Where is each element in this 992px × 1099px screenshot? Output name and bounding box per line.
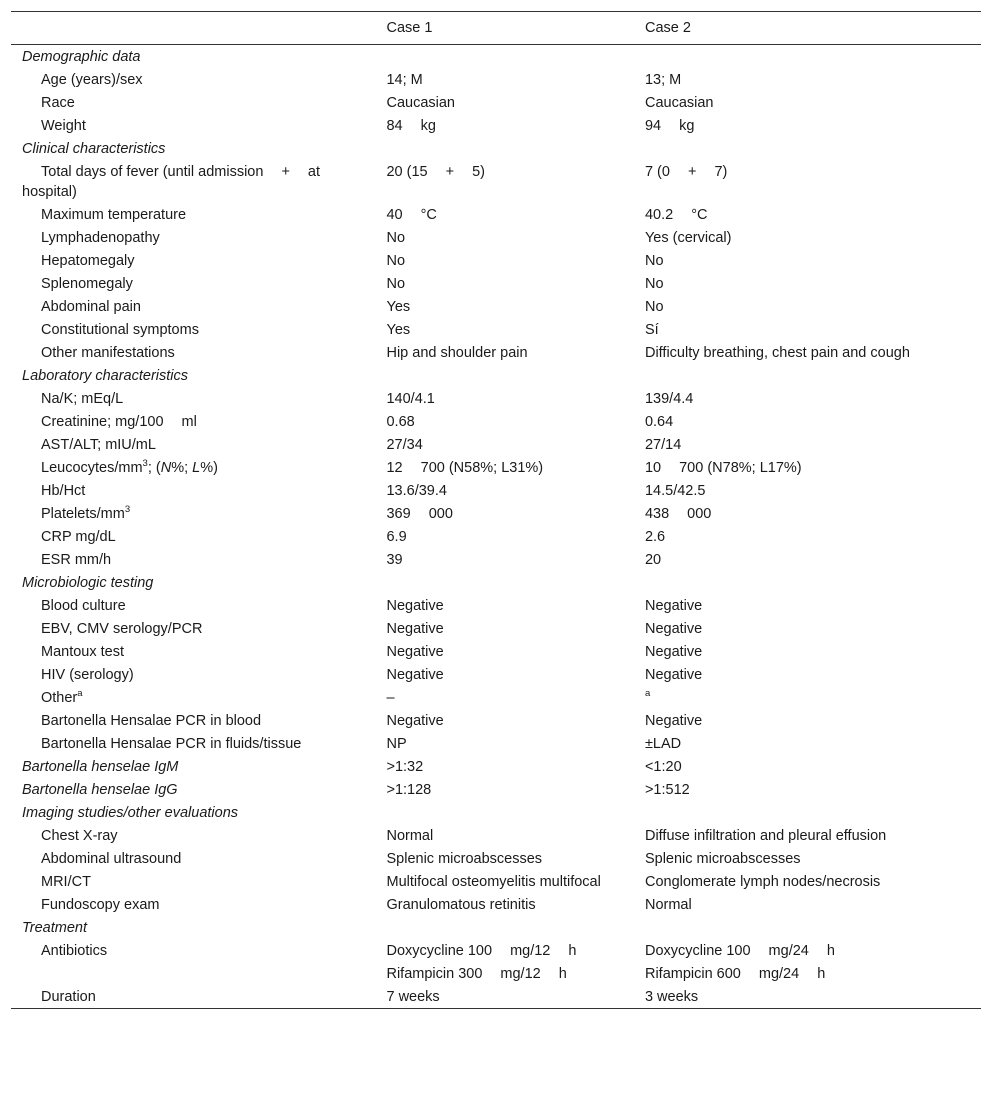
case1-hepato: No	[386, 252, 406, 269]
case1-abdus: Splenic microabscesses	[386, 850, 543, 867]
row-label-fundo: Fundoscopy exam	[41, 896, 160, 913]
case1-astalt: 27/34	[386, 436, 423, 453]
case1-igg: >1:128	[386, 781, 432, 798]
case2-abdus: Splenic microabscesses	[644, 850, 801, 867]
table-row	[11, 91, 981, 114]
case1-antibiotic-2	[386, 962, 644, 985]
case1-abdpain: Yes	[386, 298, 411, 315]
table-row	[11, 640, 981, 663]
leuco-label-b: ; (	[147, 459, 161, 476]
case1-constit: Yes	[386, 321, 411, 338]
table-row	[11, 479, 981, 502]
case2-duration: 3 weeks	[644, 988, 699, 1005]
leuco-label-d: %)	[200, 459, 218, 476]
case2-hiv: Negative	[644, 666, 703, 683]
case2-abdpain: No	[644, 298, 664, 315]
case2-chestxray: Diffuse infiltration and pleural effusion	[644, 827, 887, 844]
case1-fever-b: 5)	[472, 163, 485, 180]
case1-spleno: No	[386, 275, 406, 292]
case2-other-sup: a	[644, 687, 651, 699]
case2-hepato: No	[644, 252, 664, 269]
case1-antibiotic-1	[386, 939, 644, 962]
table-row	[11, 962, 981, 985]
table-row	[11, 893, 981, 916]
section-row	[11, 364, 981, 387]
row-label-mri: MRI/CT	[41, 873, 91, 890]
case2-platelets-num: 438	[644, 505, 670, 522]
case1-age: 14; M	[386, 71, 423, 88]
table-row	[11, 755, 981, 778]
case2-platelets-rest: 000	[687, 505, 712, 522]
table-row	[11, 663, 981, 686]
row-label-bhpcrfluid: Bartonella Hensalae PCR in fluids/tissue	[41, 735, 302, 752]
row-label-esr: ESR mm/h	[41, 551, 112, 568]
creat-label-unit: ml	[181, 413, 197, 430]
case-comparison-table	[11, 11, 981, 1009]
other-label-sup: a	[77, 687, 83, 699]
platelets-label-text: Platelets/mm	[41, 505, 125, 522]
row-label-constit: Constitutional symptoms	[41, 321, 199, 338]
row-label-mantoux: Mantoux test	[41, 643, 125, 660]
case1-platelets-num: 369	[386, 505, 411, 522]
case2-ab2-unit: h	[817, 965, 826, 982]
row-label-race: Race	[41, 94, 75, 111]
case1-bloodcult: Negative	[386, 597, 444, 614]
table-row	[11, 709, 981, 732]
table-row	[11, 114, 981, 137]
section-title-treatment: Treatment	[22, 919, 88, 936]
row-label-leuco	[11, 456, 386, 479]
case1-hiv: Negative	[386, 666, 444, 683]
table-row	[11, 410, 981, 433]
row-label-bloodcult: Blood culture	[41, 597, 126, 614]
platelets-label-sup: 3	[124, 503, 131, 515]
case1-duration: 7 weeks	[386, 988, 440, 1005]
case2-antibiotic-1	[645, 939, 981, 962]
case1-crp: 6.9	[386, 528, 407, 545]
case2-race: Caucasian	[644, 94, 714, 111]
case2-astalt: 27/14	[644, 436, 682, 453]
row-label-antibiotics-cont	[11, 962, 386, 985]
table-row	[11, 226, 981, 249]
table-row	[11, 387, 981, 410]
table-row	[11, 295, 981, 318]
table-row	[11, 160, 981, 203]
section-row	[11, 801, 981, 824]
table-row	[11, 456, 981, 479]
row-label-creat	[11, 410, 386, 433]
case2-weight-value: 94	[644, 117, 662, 134]
row-label-antibiotics: Antibiotics	[41, 942, 108, 959]
row-label-other	[11, 686, 386, 709]
case2-igg: >1:512	[644, 781, 690, 798]
case1-platelets-rest: 000	[428, 505, 453, 522]
table-row	[11, 272, 981, 295]
row-label-platelets	[11, 502, 386, 525]
section-title-micro: Microbiologic testing	[22, 574, 154, 591]
row-label-ebv: EBV, CMV serology/PCR	[41, 620, 203, 637]
case1-bhpcrfluid: NP	[386, 735, 407, 752]
table-row	[11, 318, 981, 341]
leuco-label-a: Leucocytes/mm	[41, 459, 143, 476]
section-title-laboratory: Laboratory characteristics	[22, 367, 189, 384]
case2-age: 13; M	[644, 71, 682, 88]
table-header-row	[11, 12, 981, 45]
fever-label-c: hospital)	[22, 183, 77, 200]
case2-maxtemp-value: 40.2	[644, 206, 674, 223]
case1-fever-a: 20 (15	[386, 163, 428, 180]
case2-fever	[645, 160, 981, 203]
case1-hbhct: 13.6/39.4	[386, 482, 447, 499]
header-case-1: Case 1	[386, 20, 433, 36]
case1-nak: 140/4.1	[386, 390, 435, 407]
case1-ab1-drug: Doxycycline 100	[386, 942, 493, 959]
case2-antibiotic-2	[645, 962, 981, 985]
leuco-label-l: L	[192, 459, 201, 476]
section-title-imaging: Imaging studies/other evaluations	[22, 804, 239, 821]
case2-esr: 20	[644, 551, 662, 568]
case2-ab1-dose: mg/24	[768, 942, 809, 959]
table-row	[11, 985, 981, 1009]
row-label-spleno: Splenomegaly	[41, 275, 133, 292]
case1-fundo: Granulomatous retinitis	[386, 896, 536, 913]
table-row	[11, 617, 981, 640]
case1-ebv: Negative	[386, 620, 444, 637]
case2-other	[645, 686, 981, 709]
case2-mantoux: Negative	[644, 643, 703, 660]
case1-leuco	[386, 456, 644, 479]
case2-leuco	[645, 456, 981, 479]
case2-leuco-num: 10	[644, 459, 662, 476]
row-label-hiv: HIV (serology)	[41, 666, 134, 683]
fever-label-plus: +	[281, 163, 290, 180]
case2-mri: Conglomerate lymph nodes/necrosis	[644, 873, 881, 890]
case2-weight-unit: kg	[679, 117, 695, 134]
leuco-label-n: N	[160, 459, 172, 476]
section-title-demographic: Demographic data	[22, 48, 141, 65]
case2-ab1-unit: h	[826, 942, 835, 959]
case1-maxtemp-unit: °C	[420, 206, 437, 223]
table-row	[11, 870, 981, 893]
case1-othermanif: Hip and shoulder pain	[386, 344, 528, 361]
case1-igm: >1:32	[386, 758, 424, 775]
case2-weight	[645, 114, 981, 137]
case1-fever-plus: +	[445, 163, 455, 180]
section-row	[11, 916, 981, 939]
leuco-label-c: %;	[171, 459, 193, 476]
case1-race: Caucasian	[386, 94, 455, 111]
case2-constit: Sí	[644, 321, 659, 338]
creat-label-text: Creatinine; mg/100	[41, 413, 164, 430]
case2-bhpcrfluid: ±LAD	[644, 735, 682, 752]
fever-label-a: Total days of fever (until admission	[41, 163, 264, 180]
case2-maxtemp-unit: °C	[691, 206, 708, 223]
table-row	[11, 68, 981, 91]
row-label-igm: Bartonella henselae IgM	[22, 758, 179, 775]
row-label-nak: Na/K; mEq/L	[41, 390, 124, 407]
case2-maxtemp	[645, 203, 981, 226]
case2-hbhct: 14.5/42.5	[644, 482, 706, 499]
case1-esr: 39	[386, 551, 403, 568]
row-label-abdus: Abdominal ultrasound	[41, 850, 182, 867]
case2-bhpcrblood: Negative	[644, 712, 703, 729]
leuco-label-sup: 3	[142, 457, 148, 469]
table-row	[11, 939, 981, 962]
case1-fever	[386, 160, 644, 203]
table-row	[11, 847, 981, 870]
case1-ab2-dose: mg/12	[500, 965, 541, 982]
row-label-astalt: AST/ALT; mIU/mL	[41, 436, 156, 453]
table-row	[11, 341, 981, 364]
case1-maxtemp	[386, 203, 644, 226]
case2-platelets	[645, 502, 981, 525]
row-label-igg: Bartonella henselae IgG	[22, 781, 178, 798]
row-label-abdpain: Abdominal pain	[41, 298, 141, 315]
case1-weight	[386, 114, 644, 137]
case1-creat: 0.68	[386, 413, 415, 430]
row-label-maxtemp: Maximum temperature	[41, 206, 187, 223]
table-row	[11, 502, 981, 525]
row-label-hepato: Hepatomegaly	[41, 252, 135, 269]
table-row	[11, 525, 981, 548]
case1-mantoux: Negative	[386, 643, 444, 660]
case1-maxtemp-value: 40	[386, 206, 403, 223]
table-row	[11, 548, 981, 571]
case1-ab1-unit: h	[568, 942, 577, 959]
case1-leuco-num: 12	[386, 459, 403, 476]
case2-creat: 0.64	[644, 413, 674, 430]
case1-weight-unit: kg	[420, 117, 436, 134]
case1-ab2-drug: Rifampicin 300	[386, 965, 483, 982]
case1-ab1-dose: mg/12	[510, 942, 551, 959]
row-label-weight: Weight	[41, 117, 86, 134]
case1-ab2-unit: h	[558, 965, 567, 982]
row-label-age: Age (years)/sex	[41, 71, 143, 88]
table-row	[11, 732, 981, 755]
row-label-duration: Duration	[41, 988, 96, 1005]
row-label-fever	[11, 160, 386, 203]
table-row	[11, 249, 981, 272]
case2-ab2-drug: Rifampicin 600	[644, 965, 741, 982]
table-container	[11, 11, 981, 1009]
row-label-bhpcrblood: Bartonella Hensalae PCR in blood	[41, 712, 262, 729]
row-label-lymph: Lymphadenopathy	[41, 229, 160, 246]
header-case-2: Case 2	[644, 20, 691, 36]
case2-fever-plus: +	[687, 163, 697, 180]
case2-bloodcult: Negative	[644, 597, 703, 614]
case2-fever-b: 7)	[714, 163, 728, 180]
case1-platelets	[386, 502, 644, 525]
case1-chestxray: Normal	[386, 827, 434, 844]
section-row	[11, 45, 981, 69]
case1-lymph: No	[386, 229, 406, 246]
section-row	[11, 571, 981, 594]
table-row	[11, 824, 981, 847]
row-label-crp: CRP mg/dL	[41, 528, 116, 545]
case2-lymph: Yes (cervical)	[644, 229, 732, 246]
case2-ab2-dose: mg/24	[758, 965, 800, 982]
case1-bhpcrblood: Negative	[386, 712, 444, 729]
header-blank	[11, 12, 386, 45]
section-title-clinical: Clinical characteristics	[22, 140, 166, 157]
table-row	[11, 433, 981, 456]
row-label-othermanif: Other manifestations	[41, 344, 175, 361]
case1-leuco-rest: 700 (N58%; L31%)	[420, 459, 544, 476]
section-row	[11, 137, 981, 160]
case2-fundo: Normal	[644, 896, 692, 913]
case1-mri: Multifocal osteomyelitis multifocal	[386, 873, 601, 890]
case2-fever-a: 7 (0	[644, 163, 670, 180]
case2-nak: 139/4.4	[644, 390, 694, 407]
case2-spleno: No	[644, 275, 664, 292]
case2-othermanif: Difficulty breathing, chest pain and cough	[644, 344, 910, 361]
table-row	[11, 203, 981, 226]
case1-other: –	[386, 689, 395, 706]
row-label-hbhct: Hb/Hct	[41, 482, 86, 499]
row-label-chestxray: Chest X-ray	[41, 827, 118, 844]
table-row	[11, 778, 981, 801]
table-row	[11, 686, 981, 709]
case2-igm: <1:20	[644, 758, 682, 775]
case1-weight-value: 84	[386, 117, 403, 134]
other-label-text: Other	[41, 689, 78, 706]
fever-label-b: at	[307, 163, 320, 180]
case2-leuco-rest: 700 (N78%; L17%)	[679, 459, 802, 476]
case2-ebv: Negative	[644, 620, 703, 637]
case2-ab1-drug: Doxycycline 100	[644, 942, 751, 959]
case2-crp: 2.6	[644, 528, 666, 545]
table-row	[11, 594, 981, 617]
